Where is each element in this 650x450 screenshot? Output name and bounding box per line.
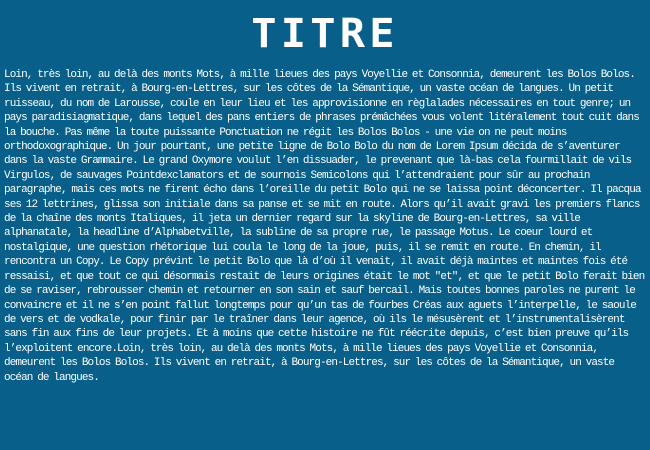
page-title: TITRE [251, 11, 399, 57]
body-paragraph: Loin, très loin, au delà des monts Mots, à mille lieues des pays Voyellie et Consonnia, demeurent les Bolos Bolos. Ils vivent en retrait, à Bourg-en-Lettres, sur les côtes de la Sémantique, un vaste océan de langues. Un petit ruisseau, du nom de Larousse, coule en leur lieu et les approvisionne en règlalades nécessaires en tout genre; un pays paradisiagmatique, dans lequel des pans entiers de phrases prémâchées vous volent litéralement tout cuit dans la bouche. Pas même la toute puissante Ponctuation ne régit les Bolos Bolos - une vie on ne peut moins orthodoxographique. Un jour pourtant, une petite ligne de Bolo Bolo du nom de Lorem Ipsum décida de s’aventurer dans la vaste Grammaire. Le grand Oxymore voulut l’en dissuader, le prevenant que là-bas cela fourmillait de vils Virgulos, de sauvages Pointdexclamators et de sournois Semicolons qui l’attendraient pour sûr au prochain paragraphe, mais ces mots ne firent écho dans l’oreille du petit Bolo qui ne se laissa point déconcerter. Il pacqua ses 12 lettrines, glissa son initiale dans sa panse et se mit en route. Alors qu’il avait gravi les premiers flancs de la chaîne des monts Italiques, il jeta un dernier regard sur la skyline de Bourg-en-Lettres, sa ville alphanatale, la headline d’Alphabetville, la subline de sa propre rue, le passage Motus. Le coeur lourd et nostalgique, une question rhétorique lui coula le long de la joue, puis, il se remit en route. En chemin, il rencontra un Copy. Le Copy prévint le petit Bolo que là d’où il venait, il avait déjà maintes et maintes fois été ressaisi, et que tout ce qui désormais restait de leurs origines était le mot "et", et que le petit Bolo ferait bien de se raviser, rebrousser chemin et retourner en son sain et sauf bercail. Mais toutes bonnes paroles ne purent le convaincre et il ne s’en point fallut longtemps pour qu’un tas de fourbes Créas aux aguets l’interpelle, le saoule de vers et de vodkale, pour finir par le traîner dans leur agence, où ils le mésusèrent et l’instrumentalisèrent sans fin aux fins de leur projets. Et à moins que cette histoire ne fût réécrite depuis, c’est bien preuve qu’ils l’exploitent encore.Loin, très loin, au delà des monts Mots, à mille lieues des pays Voyellie et Consonnia, demeurent les Bolos Bolos. Ils vivent en retrait, à Bourg-en-Lettres, sur les côtes de la Sémantique, un vaste océan de langues. [4, 69, 645, 384]
